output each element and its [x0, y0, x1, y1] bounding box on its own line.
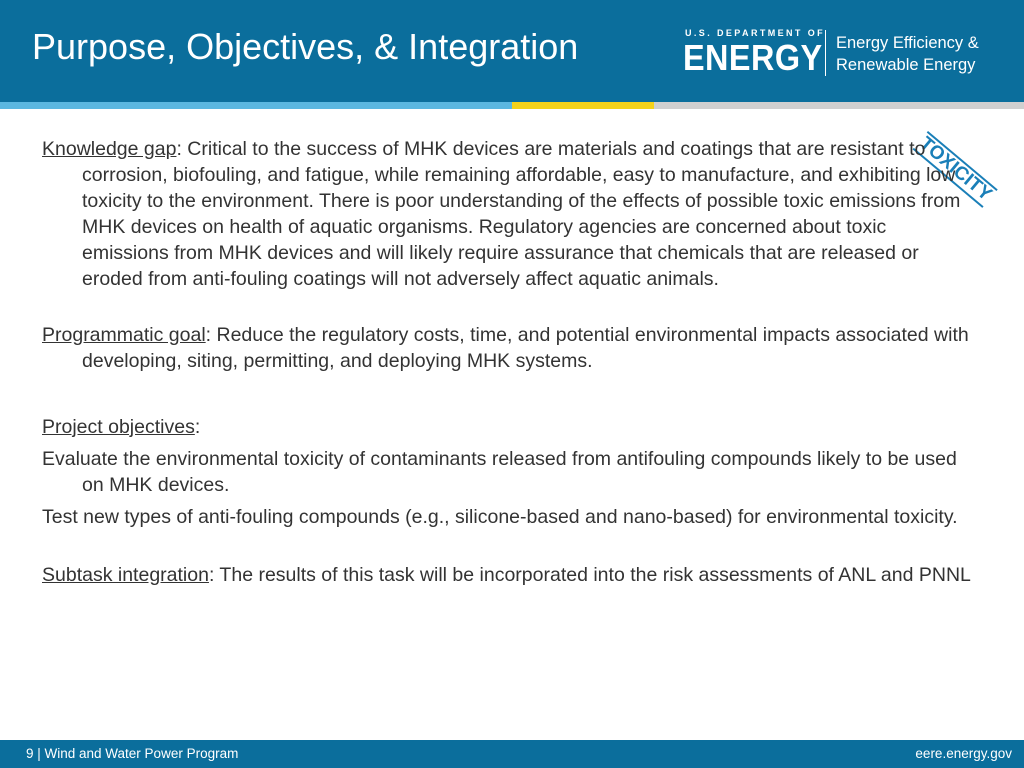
doe-logo-energy-text: ENERGY	[683, 37, 823, 78]
footer-program: 9 | Wind and Water Power Program	[26, 746, 239, 761]
logo-divider	[825, 30, 826, 76]
doe-logo-small-text: U.S. DEPARTMENT OF	[685, 28, 826, 38]
slide-title: Purpose, Objectives, & Integration	[32, 26, 579, 67]
eere-office-name	[836, 32, 979, 76]
programmatic-goal-label: Programmatic goal	[42, 324, 206, 346]
footer-bar	[0, 740, 1024, 768]
project-objectives-label: Project objectives	[42, 416, 195, 438]
subtask-integration-label: Subtask integration	[42, 564, 209, 586]
knowledge-gap-paragraph	[42, 136, 972, 292]
accent-stripe-yellow	[512, 102, 654, 109]
eere-office-line-2: Renewable Energy	[836, 56, 976, 74]
subtask-integration-text: : The results of this task will be incorporated into the risk assessments of ANL and PNNL	[208, 564, 971, 586]
slide-body	[42, 136, 972, 588]
objective-item: Evaluate the environmental toxicity of contaminants released from antifouling compounds likely to be used on MHK devices.	[42, 448, 957, 496]
project-objectives-heading	[42, 414, 972, 440]
objective-item: Test new types of anti-fouling compounds (e.g., silicone-based and nano-based) for environmental toxicity.	[42, 506, 958, 528]
programmatic-goal-paragraph	[42, 322, 972, 374]
knowledge-gap-text: : Critical to the success of MHK devices are materials and coatings that are resistant to corrosion, biofouling, and fatigue, while remaining affordable, easy to manufacture, and exhibiting low toxicity to the environment. There is poor understanding of the effects of possible toxic emissions from MHK devices on health of aquatic organisms. Regulatory agencies are concerned about toxic emissions from MHK devices and will likely require assurance that chemicals that are released or eroded from anti-fouling coatings will not adversely affect aquatic animals.	[82, 138, 961, 290]
toxicity-stamp: TOXICITY	[913, 131, 998, 208]
programmatic-goal-text: : Reduce the regulatory costs, time, and potential environmental impacts associated with developing, siting, permitting, and deploying MHK systems.	[82, 324, 969, 372]
subtask-integration-paragraph	[42, 562, 972, 588]
knowledge-gap-label: Knowledge gap	[42, 138, 177, 160]
accent-stripe-blue	[0, 102, 512, 109]
accent-stripe-gray	[654, 102, 1024, 109]
project-objectives-colon: :	[194, 416, 201, 438]
footer-website-link[interactable]: eere.energy.gov	[915, 746, 1012, 761]
eere-office-line-1: Energy Efficiency &	[836, 34, 979, 52]
